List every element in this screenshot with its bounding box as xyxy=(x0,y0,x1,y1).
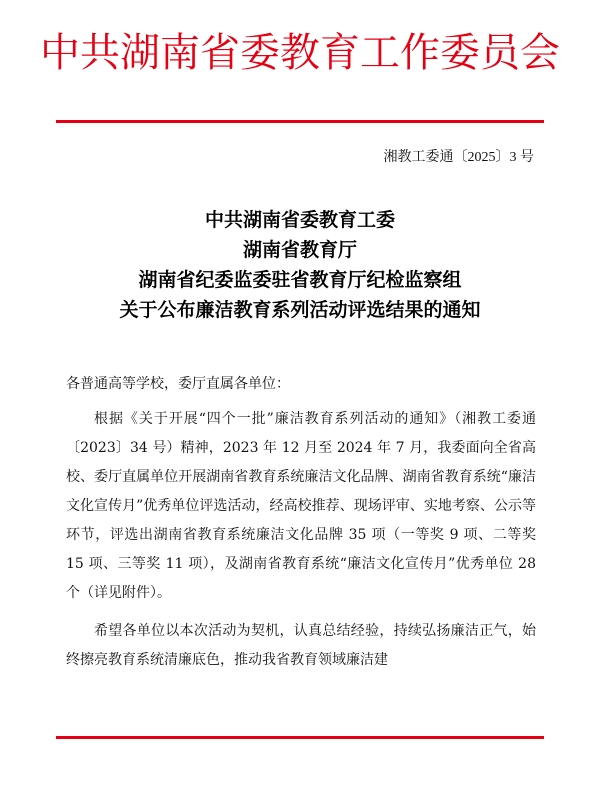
masthead-title: 中共湖南省委教育工作委员会 xyxy=(40,30,560,76)
body-paragraph-2: 希望各单位以本次活动为契机，认真总结经验，持续弘扬廉洁正气，始终擦亮教育系统清廉底色，推动我省教育领域廉洁建 xyxy=(66,623,536,668)
title-line-1: 中共湖南省委教育工委 xyxy=(204,209,395,231)
salutation: 各普通高等学校，委厅直属各单位： xyxy=(66,376,290,392)
title-line-2: 湖南省教育厅 xyxy=(242,239,357,261)
body-paragraph-1: 根据《关于开展“四个一批”廉洁教育系列活动的通知》（湘教工委通〔2023〕34 号）精神，2023 年 12 月至 2024 年 7 月，我委面向全省高校、委厅直属单位开展湖南省教育系统廉洁文化品牌、湖南省教育系统“廉洁文化宣传月”优秀单位评选活动，经高校推荐、现场评审、实地考察、公示等环节，评选出湖南省教育系统廉洁文化品牌 35 项（一等奖 9 项、二等奖 15 项、三等奖 11 项），及湖南省教育系统“廉洁文化宣传月”优秀单位 28 个（详见附件）。 xyxy=(66,411,536,601)
notice-title xyxy=(56,205,544,325)
masthead-divider-line xyxy=(56,120,544,123)
notice-body xyxy=(66,370,536,684)
document-number: 湘教工委通〔2025〕3 号 xyxy=(383,150,534,165)
title-line-3: 湖南省纪委监委驻省教育厅纪检监察组 xyxy=(138,269,462,291)
title-line-4: 关于公布廉洁教育系列活动评选结果的通知 xyxy=(119,299,481,321)
footer-divider-line xyxy=(56,736,544,739)
